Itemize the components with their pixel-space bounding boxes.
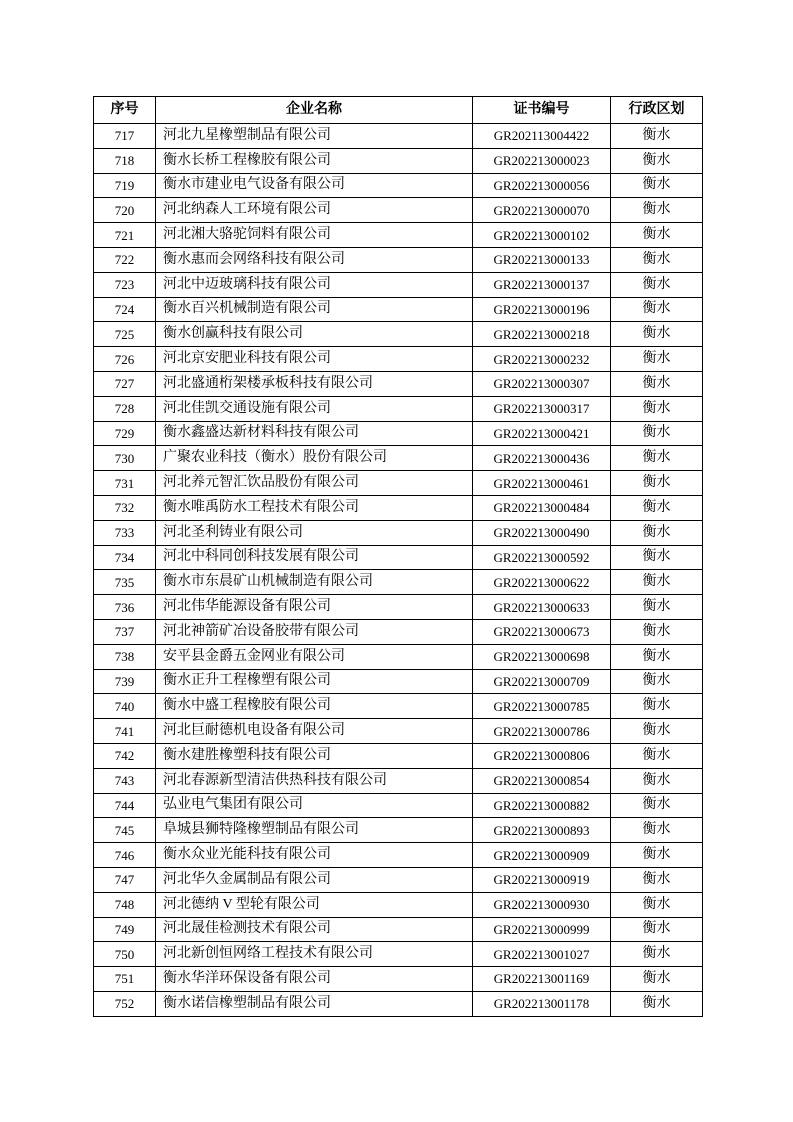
certificate-number-cell: GR202213000673 xyxy=(473,619,611,644)
certificate-number-cell: GR202213000709 xyxy=(473,669,611,694)
table-row xyxy=(94,818,703,843)
certificate-number-cell: GR202213000307 xyxy=(473,371,611,396)
company-name-cell: 河北伟华能源设备有限公司 xyxy=(156,595,473,620)
serial-number-cell: 750 xyxy=(94,942,156,967)
table-row xyxy=(94,371,703,396)
table-header-row xyxy=(94,97,703,124)
company-name-cell: 衡水中盛工程橡胶有限公司 xyxy=(156,694,473,719)
table-row xyxy=(94,446,703,471)
admin-region-cell: 衡水 xyxy=(611,843,703,868)
company-name-cell: 河北华久金属制品有限公司 xyxy=(156,867,473,892)
company-name-cell: 广聚农业科技（衡水）股份有限公司 xyxy=(156,446,473,471)
admin-region-cell: 衡水 xyxy=(611,124,703,149)
company-name-cell: 衡水华洋环保设备有限公司 xyxy=(156,967,473,992)
admin-region-cell: 衡水 xyxy=(611,198,703,223)
certificate-number-cell: GR202213000484 xyxy=(473,495,611,520)
certificate-number-cell: GR202213000490 xyxy=(473,520,611,545)
table-row xyxy=(94,768,703,793)
certificate-number-cell: GR202213000421 xyxy=(473,421,611,446)
admin-region-cell: 衡水 xyxy=(611,371,703,396)
serial-number-cell: 728 xyxy=(94,396,156,421)
serial-number-cell: 723 xyxy=(94,272,156,297)
company-name-cell: 河北神箭矿冶设备胶带有限公司 xyxy=(156,619,473,644)
serial-number-cell: 737 xyxy=(94,619,156,644)
company-name-cell: 衡水鑫盛达新材料科技有限公司 xyxy=(156,421,473,446)
serial-number-cell: 727 xyxy=(94,371,156,396)
serial-number-cell: 718 xyxy=(94,148,156,173)
certificate-number-cell: GR202213001027 xyxy=(473,942,611,967)
certificate-number-cell: GR202213000622 xyxy=(473,570,611,595)
certificate-number-cell: GR202213000909 xyxy=(473,843,611,868)
certificate-number-cell: GR202213000854 xyxy=(473,768,611,793)
admin-region-cell: 衡水 xyxy=(611,322,703,347)
certificate-number-cell: GR202113004422 xyxy=(473,124,611,149)
table-row xyxy=(94,619,703,644)
table-row xyxy=(94,421,703,446)
serial-number-cell: 749 xyxy=(94,917,156,942)
serial-number-cell: 724 xyxy=(94,297,156,322)
serial-number-cell: 741 xyxy=(94,719,156,744)
admin-region-cell: 衡水 xyxy=(611,793,703,818)
admin-region-cell: 衡水 xyxy=(611,570,703,595)
company-name-cell: 河北九星橡塑制品有限公司 xyxy=(156,124,473,149)
serial-number-cell: 734 xyxy=(94,545,156,570)
company-name-cell: 阜城县狮特隆橡塑制品有限公司 xyxy=(156,818,473,843)
admin-region-cell: 衡水 xyxy=(611,148,703,173)
admin-region-cell: 衡水 xyxy=(611,867,703,892)
table-row xyxy=(94,247,703,272)
serial-number-cell: 726 xyxy=(94,347,156,372)
certificate-number-cell: GR202213000133 xyxy=(473,247,611,272)
certificate-number-cell: GR202213000785 xyxy=(473,694,611,719)
company-name-cell: 河北德纳 V 型轮有限公司 xyxy=(156,892,473,917)
certificate-table xyxy=(93,96,703,1017)
company-name-cell: 河北湘大骆驼饲料有限公司 xyxy=(156,223,473,248)
company-name-cell: 衡水众业光能科技有限公司 xyxy=(156,843,473,868)
admin-region-cell: 衡水 xyxy=(611,719,703,744)
serial-number-cell: 722 xyxy=(94,247,156,272)
header-company-name: 企业名称 xyxy=(156,97,473,124)
serial-number-cell: 747 xyxy=(94,867,156,892)
certificate-number-cell: GR202213000102 xyxy=(473,223,611,248)
company-name-cell: 安平县金爵五金网业有限公司 xyxy=(156,644,473,669)
company-name-cell: 河北养元智汇饮品股份有限公司 xyxy=(156,471,473,496)
company-name-cell: 河北新创恒网络工程技术有限公司 xyxy=(156,942,473,967)
company-name-cell: 河北中迈玻璃科技有限公司 xyxy=(156,272,473,297)
table-row xyxy=(94,942,703,967)
table-row xyxy=(94,148,703,173)
table-row xyxy=(94,595,703,620)
serial-number-cell: 719 xyxy=(94,173,156,198)
admin-region-cell: 衡水 xyxy=(611,743,703,768)
company-name-cell: 衡水正升工程橡塑有限公司 xyxy=(156,669,473,694)
serial-number-cell: 730 xyxy=(94,446,156,471)
certificate-number-cell: GR202213000930 xyxy=(473,892,611,917)
table-row xyxy=(94,892,703,917)
company-name-cell: 弘业电气集团有限公司 xyxy=(156,793,473,818)
admin-region-cell: 衡水 xyxy=(611,223,703,248)
serial-number-cell: 742 xyxy=(94,743,156,768)
company-name-cell: 河北圣利铸业有限公司 xyxy=(156,520,473,545)
serial-number-cell: 731 xyxy=(94,471,156,496)
admin-region-cell: 衡水 xyxy=(611,694,703,719)
admin-region-cell: 衡水 xyxy=(611,495,703,520)
serial-number-cell: 738 xyxy=(94,644,156,669)
table-row xyxy=(94,272,703,297)
company-name-cell: 衡水市建业电气设备有限公司 xyxy=(156,173,473,198)
admin-region-cell: 衡水 xyxy=(611,446,703,471)
certificate-number-cell: GR202213000232 xyxy=(473,347,611,372)
table-row xyxy=(94,644,703,669)
certificate-number-cell: GR202213000196 xyxy=(473,297,611,322)
company-name-cell: 河北巨耐德机电设备有限公司 xyxy=(156,719,473,744)
serial-number-cell: 735 xyxy=(94,570,156,595)
admin-region-cell: 衡水 xyxy=(611,917,703,942)
serial-number-cell: 721 xyxy=(94,223,156,248)
admin-region-cell: 衡水 xyxy=(611,247,703,272)
table-row xyxy=(94,570,703,595)
certificate-number-cell: GR202213000919 xyxy=(473,867,611,892)
certificate-number-cell: GR202213001169 xyxy=(473,967,611,992)
table-row xyxy=(94,297,703,322)
certificate-number-cell: GR202213000137 xyxy=(473,272,611,297)
admin-region-cell: 衡水 xyxy=(611,818,703,843)
table-row xyxy=(94,396,703,421)
table-row xyxy=(94,198,703,223)
table-row xyxy=(94,173,703,198)
certificate-number-cell: GR202213000056 xyxy=(473,173,611,198)
certificate-number-cell: GR202213000218 xyxy=(473,322,611,347)
admin-region-cell: 衡水 xyxy=(611,421,703,446)
table-row xyxy=(94,991,703,1016)
certificate-number-cell: GR202213000461 xyxy=(473,471,611,496)
header-certificate-number: 证书编号 xyxy=(473,97,611,124)
company-name-cell: 河北京安肥业科技有限公司 xyxy=(156,347,473,372)
table-row xyxy=(94,843,703,868)
serial-number-cell: 717 xyxy=(94,124,156,149)
company-name-cell: 河北中科同创科技发展有限公司 xyxy=(156,545,473,570)
admin-region-cell: 衡水 xyxy=(611,272,703,297)
company-name-cell: 河北纳森人工环境有限公司 xyxy=(156,198,473,223)
table-row xyxy=(94,719,703,744)
serial-number-cell: 732 xyxy=(94,495,156,520)
admin-region-cell: 衡水 xyxy=(611,173,703,198)
serial-number-cell: 744 xyxy=(94,793,156,818)
certificate-number-cell: GR202213000436 xyxy=(473,446,611,471)
admin-region-cell: 衡水 xyxy=(611,297,703,322)
certificate-number-cell: GR202213000786 xyxy=(473,719,611,744)
table-row xyxy=(94,694,703,719)
certificate-number-cell: GR202213000023 xyxy=(473,148,611,173)
table-row xyxy=(94,917,703,942)
admin-region-cell: 衡水 xyxy=(611,347,703,372)
certificate-number-cell: GR202213000070 xyxy=(473,198,611,223)
table-row xyxy=(94,520,703,545)
company-name-cell: 衡水诺信橡塑制品有限公司 xyxy=(156,991,473,1016)
admin-region-cell: 衡水 xyxy=(611,991,703,1016)
serial-number-cell: 746 xyxy=(94,843,156,868)
company-name-cell: 衡水建胜橡塑科技有限公司 xyxy=(156,743,473,768)
admin-region-cell: 衡水 xyxy=(611,520,703,545)
admin-region-cell: 衡水 xyxy=(611,595,703,620)
admin-region-cell: 衡水 xyxy=(611,644,703,669)
serial-number-cell: 751 xyxy=(94,967,156,992)
company-name-cell: 衡水惠而会网络科技有限公司 xyxy=(156,247,473,272)
serial-number-cell: 733 xyxy=(94,520,156,545)
company-name-cell: 衡水唯禹防水工程技术有限公司 xyxy=(156,495,473,520)
table-row xyxy=(94,669,703,694)
table-row xyxy=(94,347,703,372)
certificate-number-cell: GR202213000317 xyxy=(473,396,611,421)
table-row xyxy=(94,967,703,992)
admin-region-cell: 衡水 xyxy=(611,619,703,644)
certificate-number-cell: GR202213000882 xyxy=(473,793,611,818)
table-row xyxy=(94,867,703,892)
certificate-number-cell: GR202213001178 xyxy=(473,991,611,1016)
admin-region-cell: 衡水 xyxy=(611,471,703,496)
serial-number-cell: 745 xyxy=(94,818,156,843)
certificate-number-cell: GR202213000698 xyxy=(473,644,611,669)
table-row xyxy=(94,793,703,818)
company-name-cell: 衡水创赢科技有限公司 xyxy=(156,322,473,347)
serial-number-cell: 729 xyxy=(94,421,156,446)
certificate-number-cell: GR202213000893 xyxy=(473,818,611,843)
company-name-cell: 河北晟佳检测技术有限公司 xyxy=(156,917,473,942)
admin-region-cell: 衡水 xyxy=(611,892,703,917)
header-admin-region: 行政区划 xyxy=(611,97,703,124)
company-name-cell: 河北佳凯交通设施有限公司 xyxy=(156,396,473,421)
certificate-number-cell: GR202213000592 xyxy=(473,545,611,570)
admin-region-cell: 衡水 xyxy=(611,396,703,421)
company-name-cell: 河北盛通桁架楼承板科技有限公司 xyxy=(156,371,473,396)
serial-number-cell: 720 xyxy=(94,198,156,223)
table-row xyxy=(94,223,703,248)
serial-number-cell: 740 xyxy=(94,694,156,719)
table-row xyxy=(94,322,703,347)
certificate-number-cell: GR202213000999 xyxy=(473,917,611,942)
serial-number-cell: 736 xyxy=(94,595,156,620)
admin-region-cell: 衡水 xyxy=(611,669,703,694)
company-name-cell: 衡水百兴机械制造有限公司 xyxy=(156,297,473,322)
company-name-cell: 衡水长桥工程橡胶有限公司 xyxy=(156,148,473,173)
serial-number-cell: 752 xyxy=(94,991,156,1016)
certificate-number-cell: GR202213000806 xyxy=(473,743,611,768)
serial-number-cell: 725 xyxy=(94,322,156,347)
serial-number-cell: 743 xyxy=(94,768,156,793)
admin-region-cell: 衡水 xyxy=(611,768,703,793)
table-row xyxy=(94,495,703,520)
admin-region-cell: 衡水 xyxy=(611,967,703,992)
admin-region-cell: 衡水 xyxy=(611,545,703,570)
table-row xyxy=(94,743,703,768)
table-row xyxy=(94,471,703,496)
table-row xyxy=(94,545,703,570)
company-name-cell: 衡水市东晨矿山机械制造有限公司 xyxy=(156,570,473,595)
serial-number-cell: 739 xyxy=(94,669,156,694)
certificate-number-cell: GR202213000633 xyxy=(473,595,611,620)
table-row xyxy=(94,124,703,149)
header-serial-number: 序号 xyxy=(94,97,156,124)
company-name-cell: 河北春源新型清洁供热科技有限公司 xyxy=(156,768,473,793)
serial-number-cell: 748 xyxy=(94,892,156,917)
admin-region-cell: 衡水 xyxy=(611,942,703,967)
